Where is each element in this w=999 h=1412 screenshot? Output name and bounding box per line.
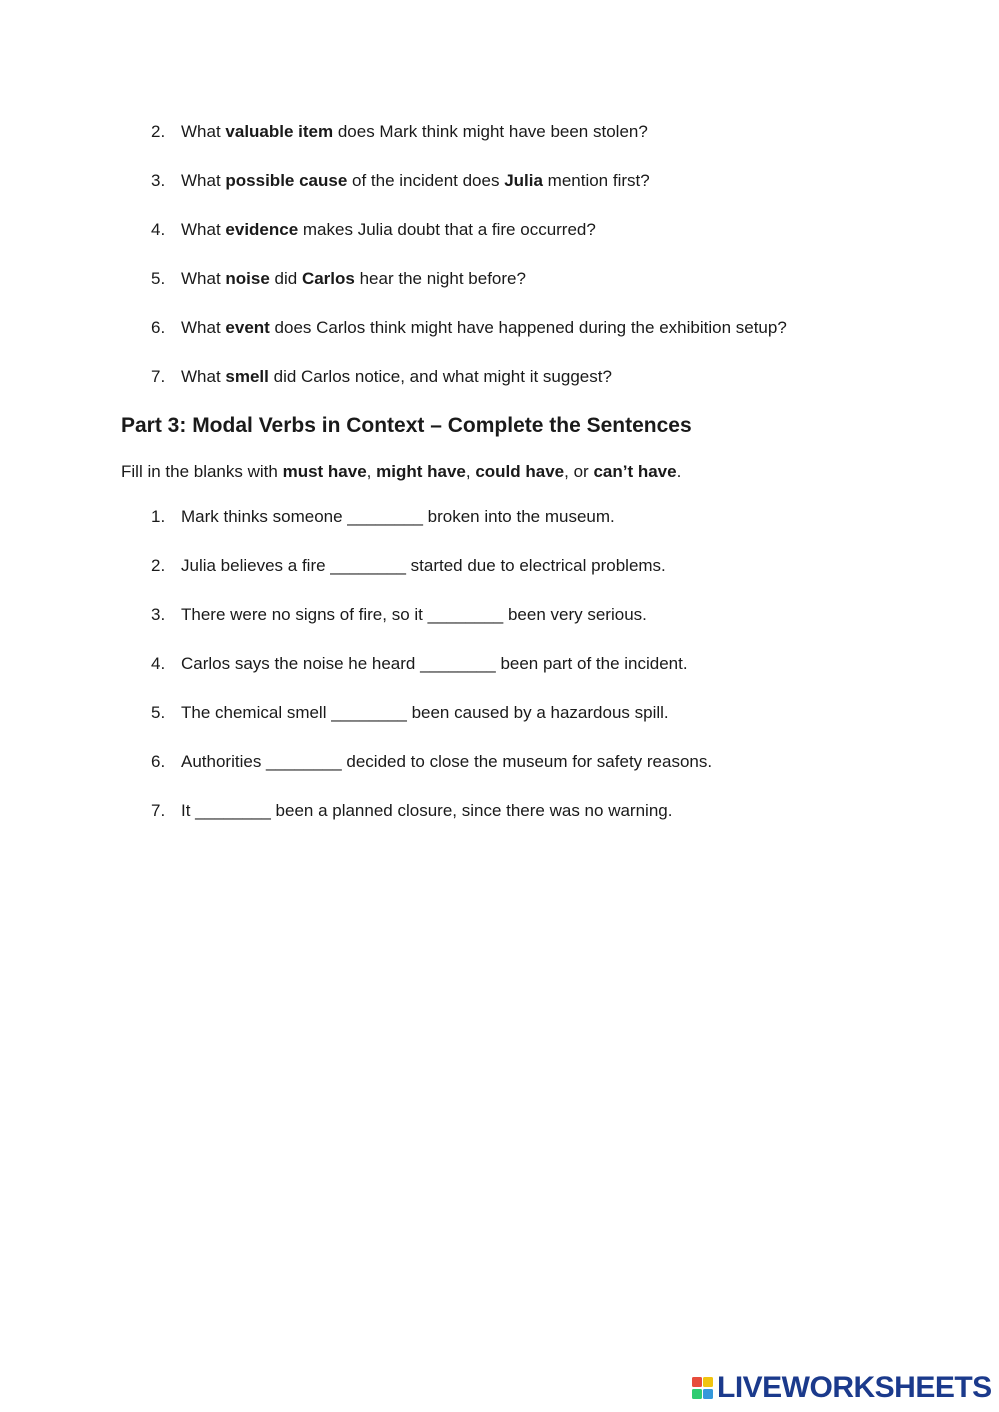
item-text (181, 220, 596, 240)
part3-instructions (121, 462, 681, 482)
item-number: 6. (151, 752, 166, 771)
list-item (0, 752, 999, 801)
item-number: 3. (151, 605, 166, 624)
list-item (0, 654, 999, 703)
item-text (181, 269, 526, 289)
bold-phrase: must have (282, 462, 367, 481)
text-run: does Mark think might have been stolen? (333, 122, 648, 141)
list-item (0, 605, 999, 654)
item-text: Julia believes a fire ________ started due to electrical problems. (181, 556, 666, 575)
logo-block (703, 1389, 713, 1399)
bold-phrase: Julia (504, 171, 543, 190)
bold-phrase: evidence (225, 220, 299, 239)
bold-phrase: possible cause (225, 171, 348, 190)
item-text: There were no signs of fire, so it ________ been very serious. (181, 605, 647, 624)
item-number: 3. (151, 171, 166, 190)
logo-block (703, 1377, 713, 1387)
text-run: What (181, 318, 226, 337)
item-text (181, 367, 612, 387)
text-run: , or (564, 462, 594, 481)
item-text (181, 318, 787, 338)
item-text: The chemical smell ________ been caused by a hazardous spill. (181, 703, 669, 722)
item-number: 4. (151, 220, 166, 239)
text-run: , (465, 462, 476, 481)
bold-phrase: valuable item (225, 122, 334, 141)
text-run: of the incident does (347, 171, 505, 190)
liveworksheets-logo-icon (692, 1375, 714, 1401)
text-run: makes Julia doubt that a fire occurred? (298, 220, 596, 239)
part3-heading: Part 3: Modal Verbs in Context – Complete the Sentences (121, 414, 692, 437)
list-item (0, 703, 999, 752)
text-run: Fill in the blanks with (121, 462, 283, 481)
text-run: What (181, 220, 226, 239)
list-item (0, 122, 999, 171)
list-item (0, 220, 999, 269)
bold-phrase: could have (475, 462, 565, 481)
item-number: 5. (151, 703, 166, 722)
item-number: 5. (151, 269, 166, 288)
logo-block (692, 1377, 702, 1387)
item-number: 2. (151, 122, 166, 141)
list-item (0, 367, 999, 416)
bold-phrase: might have (376, 462, 466, 481)
item-text (181, 122, 648, 142)
bold-phrase: Carlos (301, 269, 355, 288)
bold-phrase: can’t have (593, 462, 677, 481)
list-item (0, 801, 999, 850)
item-text: It ________ been a planned closure, since there was no warning. (181, 801, 673, 820)
part3-sentence-list (0, 507, 999, 850)
list-item (0, 556, 999, 605)
item-number: 7. (151, 801, 166, 820)
text-run: What (181, 269, 226, 288)
bold-phrase: smell (225, 367, 269, 386)
text-run: What (181, 367, 226, 386)
item-text: Carlos says the noise he heard ________ been part of the incident. (181, 654, 688, 673)
part2-question-list (0, 122, 999, 416)
text-run: did Carlos notice, and what might it suggest? (268, 367, 612, 386)
text-run: What (181, 171, 226, 190)
item-text: Mark thinks someone ________ broken into the museum. (181, 507, 615, 526)
item-text: Authorities ________ decided to close the museum for safety reasons. (181, 752, 713, 771)
list-item (0, 171, 999, 220)
item-text (181, 171, 650, 191)
liveworksheets-brand (692, 1372, 992, 1404)
item-number: 2. (151, 556, 166, 575)
text-run: does Carlos think might have happened during the exhibition setup? (269, 318, 787, 337)
list-item (0, 318, 999, 367)
logo-block (692, 1389, 702, 1399)
text-run: . (676, 462, 682, 481)
list-item (0, 507, 999, 556)
item-number: 7. (151, 367, 166, 386)
item-number: 1. (151, 507, 166, 526)
text-run: mention first? (542, 171, 650, 190)
text-run: What (181, 122, 226, 141)
text-run: hear the night before? (354, 269, 526, 288)
item-number: 6. (151, 318, 166, 337)
list-item (0, 269, 999, 318)
text-run: did (269, 269, 302, 288)
text-run: , (366, 462, 377, 481)
bold-phrase: event (225, 318, 270, 337)
brand-name: LIVEWORKSHEETS (717, 1371, 992, 1404)
bold-phrase: noise (225, 269, 270, 288)
item-number: 4. (151, 654, 166, 673)
